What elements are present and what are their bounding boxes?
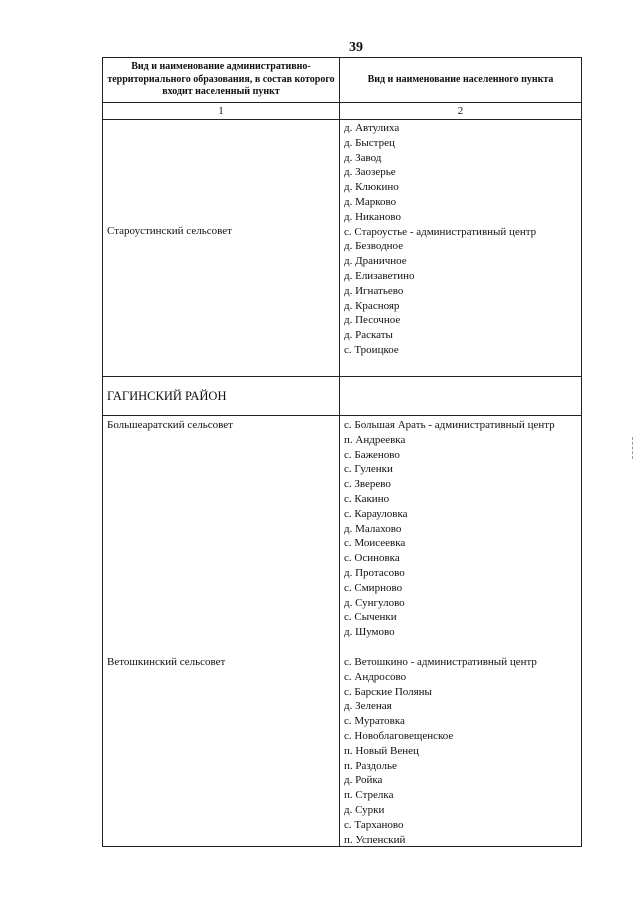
settlement-item: д. Быстрец xyxy=(344,136,395,149)
settlement-item: п. Новый Венец xyxy=(344,744,419,757)
settlement-item: с. Тарханово xyxy=(344,818,404,831)
settlement-list xyxy=(344,418,580,640)
column-number: 1 xyxy=(218,105,224,117)
settlement-item: с. Андросово xyxy=(344,670,407,683)
settlement-item: д. Краснояр xyxy=(344,299,400,312)
settlement-item: д. Завод xyxy=(344,151,382,164)
settlement-item: д. Безводное xyxy=(344,240,404,253)
settlement-item: д. Марково xyxy=(344,195,397,208)
settlement-item: с. Зверево xyxy=(344,478,391,491)
settlement-item: п. Андреевка xyxy=(344,433,406,446)
settlement-item: д. Ройка xyxy=(344,774,383,787)
settlement-item: д. Игнатьево xyxy=(344,284,404,297)
settlement-item: д. Клюкино xyxy=(344,181,399,194)
settlement-item: с. Сыченки xyxy=(344,611,397,624)
settlement-item: с. Какино xyxy=(344,492,390,505)
settlement-item: с. Муратовка xyxy=(344,715,405,728)
settlement-item: д. Малахово xyxy=(344,522,402,535)
row-divider xyxy=(103,415,581,416)
settlement-item: д. Сурки xyxy=(344,803,385,816)
settlement-item: д. Елизаветино xyxy=(344,269,415,282)
settlement-item: с. Смирново xyxy=(344,581,403,594)
settlement-item: д. Протасово xyxy=(344,566,405,579)
entity-name: Староустинский сельсовет xyxy=(107,225,232,237)
settlement-item: с. Баженово xyxy=(344,448,400,461)
settlement-item: п. Успенский xyxy=(344,833,406,846)
settlements-table xyxy=(102,57,582,847)
settlement-item: д. Автулиха xyxy=(344,122,400,134)
region-title: ГАГИНСКИЙ РАЙОН xyxy=(107,389,227,403)
settlement-item: с. Большая Арать - административный центр xyxy=(344,419,555,431)
settlement-item: с. Новоблаговещенское xyxy=(344,729,454,742)
settlement-item: д. Никаново xyxy=(344,210,401,223)
settlement-list xyxy=(344,121,580,358)
settlement-item: д. Зеленая xyxy=(344,700,392,713)
settlement-item: д. Шумово xyxy=(344,626,395,639)
settlement-item: д. Заозерье xyxy=(344,166,396,179)
row-divider xyxy=(103,376,581,377)
settlement-item: с. Гуленки xyxy=(344,463,393,476)
settlement-item: д. Песочное xyxy=(344,314,401,327)
settlement-item: с. Староустье - административный центр xyxy=(344,225,537,238)
entity-name: Ветошкинский сельсовет xyxy=(107,656,226,668)
settlement-item: п. Раздолье xyxy=(344,759,397,772)
scan-mark xyxy=(632,437,635,459)
settlement-item: с. Осиновка xyxy=(344,552,400,565)
column-header-entity: Вид и наименование административно-территориального образования, в состав которого входит населенный пункт xyxy=(107,61,335,98)
column-header-settlement: Вид и наименование населенного пункта xyxy=(367,73,554,85)
settlement-item: с. Моисеевка xyxy=(344,537,406,550)
row-divider xyxy=(103,119,581,120)
entity-name: Большеаратский сельсовет xyxy=(107,419,233,431)
settlement-item: с. Барские Поляны xyxy=(344,685,432,698)
settlement-item: д. Драничное xyxy=(344,255,407,268)
page-number: 39 xyxy=(349,40,363,55)
settlement-item: д. Сунгулово xyxy=(344,596,405,609)
settlement-item: с. Троицкое xyxy=(344,343,399,356)
settlement-item: д. Раскаты xyxy=(344,329,393,342)
column-number: 2 xyxy=(457,105,464,117)
settlement-item: с. Ветошкино - административный центр xyxy=(344,656,537,668)
settlement-item: п. Стрелка xyxy=(344,789,394,802)
settlement-list xyxy=(344,655,580,847)
settlement-item: с. Карауловка xyxy=(344,507,408,520)
column-divider xyxy=(339,415,340,846)
